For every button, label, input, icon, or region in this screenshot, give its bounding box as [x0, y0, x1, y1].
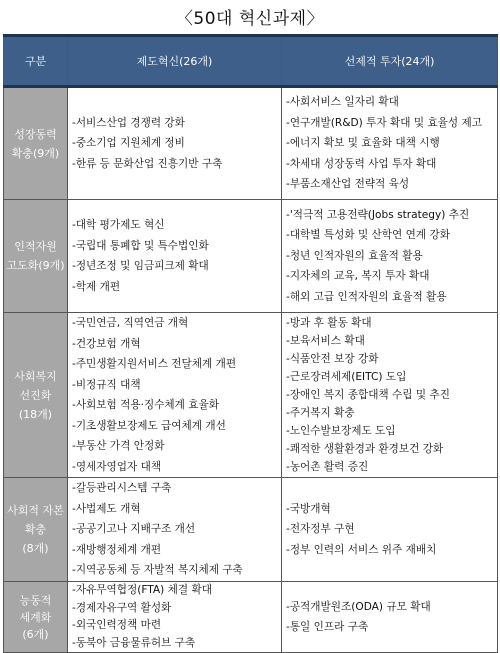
list-item: -외국인력정책 마련 — [72, 619, 162, 631]
list-item: -대학별 특성화 및 산학연 연계 강화 — [286, 229, 450, 242]
list-item: -보육서비스 확대 — [286, 334, 365, 347]
table-row-social-capital — [4, 478, 498, 582]
list-item: -갈등관리시스템 구축 — [72, 482, 172, 495]
list-item: -정년조정 및 임금피크제 확대 — [72, 260, 209, 272]
list-item: -기초생활보장제도 급여체계 개선 — [72, 419, 226, 432]
header-institutional: 제도혁신(26개) — [68, 36, 282, 87]
list-item: -부품소재산업 전략적 육성 — [286, 178, 410, 191]
list-item: -부동산 가격 안정화 — [72, 440, 165, 452]
list-item: -장애인 복지 종합대책 수립 및 추진 — [286, 388, 450, 401]
category-cell: 사회적 자본 확충 (8개) — [4, 478, 68, 582]
list-item: -재방행정체계 개편 — [72, 543, 162, 556]
list-item: -'적극적 고용전략(Jobs strategy) 추진 — [286, 208, 470, 221]
header-category: 구분 — [4, 36, 68, 87]
list-item: -대학 평가제도 혁신 — [72, 219, 165, 231]
list-item: -국립대 통폐합 및 특수법인화 — [72, 239, 209, 252]
list-item: -건강보험 개혁 — [72, 337, 141, 350]
list-item: -국민연금, 직역연금 개혁 — [72, 317, 189, 329]
list-item: -사회보험 적용·징수체계 효율화 — [72, 399, 219, 411]
list-item: -공공기고나 지배구조 개선 — [72, 523, 196, 536]
list-item: -주거복지 확충 — [286, 407, 355, 420]
list-item: -식품안전 보장 강화 — [286, 352, 379, 365]
list-item: -농어촌 활력 증진 — [286, 461, 369, 474]
category-cell: 인적자원 고도화(9개) — [4, 200, 68, 313]
table-row-globalization — [4, 582, 498, 653]
list-item: -사법제도 개혁 — [72, 502, 141, 515]
category-cell: 성장동력 확충(9개) — [4, 87, 68, 200]
list-item: -사회서비스 일자리 확대 — [286, 96, 399, 109]
list-item: -동북아 금융물류허브 구축 — [72, 636, 196, 649]
list-item: -지자체의 교육, 복지 투자 확대 — [286, 270, 430, 283]
category-cell: 능동적 세계화 (6개) — [4, 582, 68, 653]
table-row-growth — [4, 87, 498, 200]
table-row-welfare — [4, 313, 498, 478]
list-item: -근로장려세제(EITC) 도입 — [286, 370, 407, 383]
list-item: -학제 개편 — [72, 280, 121, 293]
institutional-cell — [68, 313, 282, 478]
list-item: -중소기업 지원체계 정비 — [72, 137, 185, 150]
investment-cell — [282, 200, 498, 313]
institutional-cell — [68, 87, 282, 200]
list-item: -차세대 성장동력 사업 투자 확대 — [286, 157, 437, 170]
list-item: -영세자영업자 대책 — [72, 460, 162, 473]
list-item: -국방개혁 — [286, 502, 331, 515]
list-item: -한류 등 문화산업 진흥기반 구축 — [72, 157, 223, 170]
institutional-cell — [68, 478, 282, 582]
investment-cell — [282, 87, 498, 200]
list-item: -비정규직 대책 — [72, 378, 141, 391]
list-item: -방과 후 활동 확대 — [286, 316, 372, 329]
list-item: -정부 인력의 서비스 위주 재배치 — [286, 543, 437, 556]
header-investment: 선제적 투자(24개) — [282, 36, 498, 87]
institutional-cell — [68, 582, 282, 653]
list-item: -전자정부 구현 — [286, 523, 355, 536]
list-item: -공적개발원조(ODA) 규모 확대 — [286, 600, 431, 613]
investment-cell — [282, 478, 498, 582]
reform-tasks-table — [3, 34, 498, 653]
list-item: -통일 인프라 구축 — [286, 621, 369, 633]
list-item: -해외 고급 인적자원의 효율적 활용 — [286, 290, 447, 303]
list-item: -쾌적한 생활환경과 환경보건 강화 — [286, 443, 444, 456]
list-item: -자유무역협정(FTA) 체결 확대 — [72, 584, 212, 596]
institutional-cell — [68, 200, 282, 313]
table-header-row — [4, 36, 498, 87]
list-item: -에너지 확보 및 효율화 대책 시행 — [286, 137, 440, 150]
list-item: -경제자유구역 활성화 — [72, 601, 172, 614]
document-title: 〈50대 혁신과제〉 — [175, 9, 325, 29]
category-cell: 사회복지 선진화 (18개) — [4, 313, 68, 478]
list-item: -주민생활지원서비스 전달체계 개편 — [72, 358, 237, 370]
list-item: -지역공동체 등 자발적 복지체제 구축 — [72, 564, 243, 577]
list-item: -연구개발(R&D) 투자 확대 및 효율성 제고 — [286, 116, 482, 129]
list-item: -청년 인적자원의 효율적 활용 — [286, 249, 423, 262]
investment-cell — [282, 582, 498, 653]
investment-cell — [282, 313, 498, 478]
list-item: -노인수발보장제도 도입 — [286, 425, 396, 438]
list-item: -서비스산업 경쟁력 강화 — [72, 116, 185, 129]
table-row-human-resources — [4, 200, 498, 313]
